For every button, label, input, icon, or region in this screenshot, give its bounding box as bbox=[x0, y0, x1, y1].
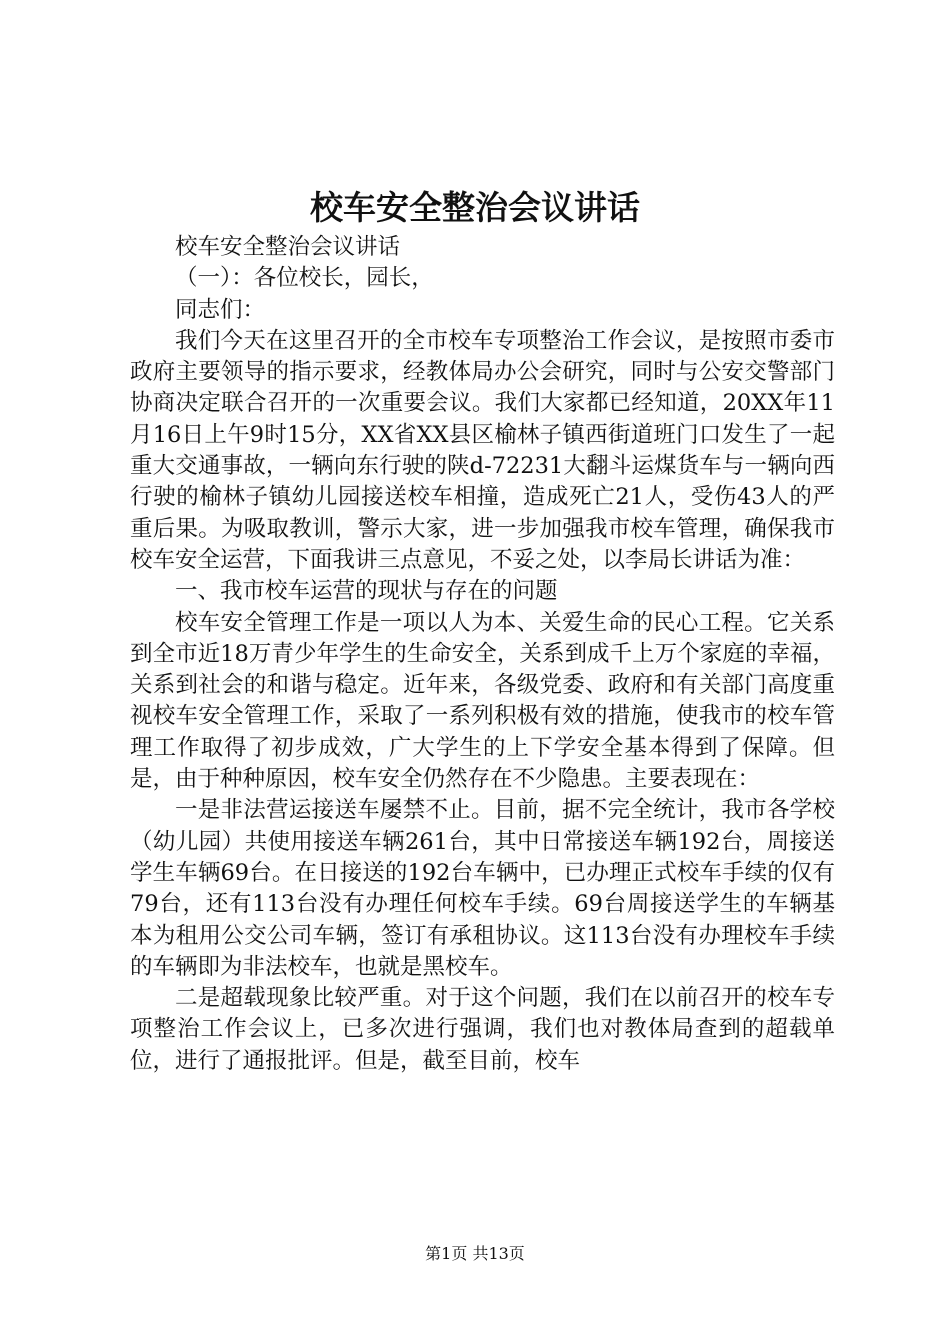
paragraph-greeting: 同志们： bbox=[175, 296, 266, 323]
paragraph-intro: 我们今天在这里召开的全市校车专项整治工作会议，是按照市委市政府主要领导的指示要求，经教体局办公会研究，同时与公安交警部门协商决定联合召开的一次重要会议。我们大家都已经知道，20XX年11月16日上午9时15分，XX省XX县区榆林子镇西街道班门口发生了一起重大交通事故，一辆向东行驶的陕d-72231大翻斗运煤货车与一辆向西行驶的榆林子镇幼儿园接送校车相撞，造成死亡21人，受伤43人的严重后果。为吸取教训，警示大家，进一步加强我市校车管理，确保我市校车安全运营，下面我讲三点意见，不妥之处，以李局长讲话为准： bbox=[130, 327, 835, 573]
page-footer: 第1页 共13页 bbox=[425, 1244, 525, 1263]
document-body bbox=[130, 232, 835, 1077]
paragraph-section-1: 校车安全管理工作是一项以人为本、关爱生命的民心工程。它关系到全市近18万青少年学生的生命安全，关系到成千上万个家庭的幸福，关系到社会的和谐与稳定。近年来，各级党委、政府和有关部门高度重视校车安全管理工作，采取了一系列积极有效的措施，使我市的校车管理工作取得了初步成效，广大学生的上下学安全基本得到了保障。但是，由于种种原因，校车安全仍然存在不少隐患。主要表现在： bbox=[130, 609, 835, 793]
paragraph-point-1: 一是非法营运接送车屡禁不止。目前，据不完全统计，我市各学校（幼儿园）共使用接送车辆261台，其中日常接送车辆192台，周接送学生车辆69台。在日接送的192台车辆中，已办理正式校车手续的仅有79台，还有113台没有办理任何校车手续。69台周接送学生的车辆基本为租用公交公司车辆，签订有承租协议。这113台没有办理校车手续的车辆即为非法校车，也就是黑校车。 bbox=[130, 797, 835, 980]
document-title: 校车安全整治会议讲话 bbox=[310, 188, 640, 227]
paragraph-subtitle: 校车安全整治会议讲话 bbox=[175, 234, 401, 260]
paragraph-point-2: 二是超载现象比较严重。对于这个问题，我们在以前召开的校车专项整治工作会议上，已多次进行强调，我们也对教体局查到的超载单位，进行了通报批评。但是，截至目前，校车 bbox=[130, 985, 835, 1074]
paragraph-salutation: （一）：各位校长，园长， bbox=[175, 265, 434, 292]
section-heading-1: 一、我市校车运营的现状与存在的问题 bbox=[175, 578, 558, 605]
